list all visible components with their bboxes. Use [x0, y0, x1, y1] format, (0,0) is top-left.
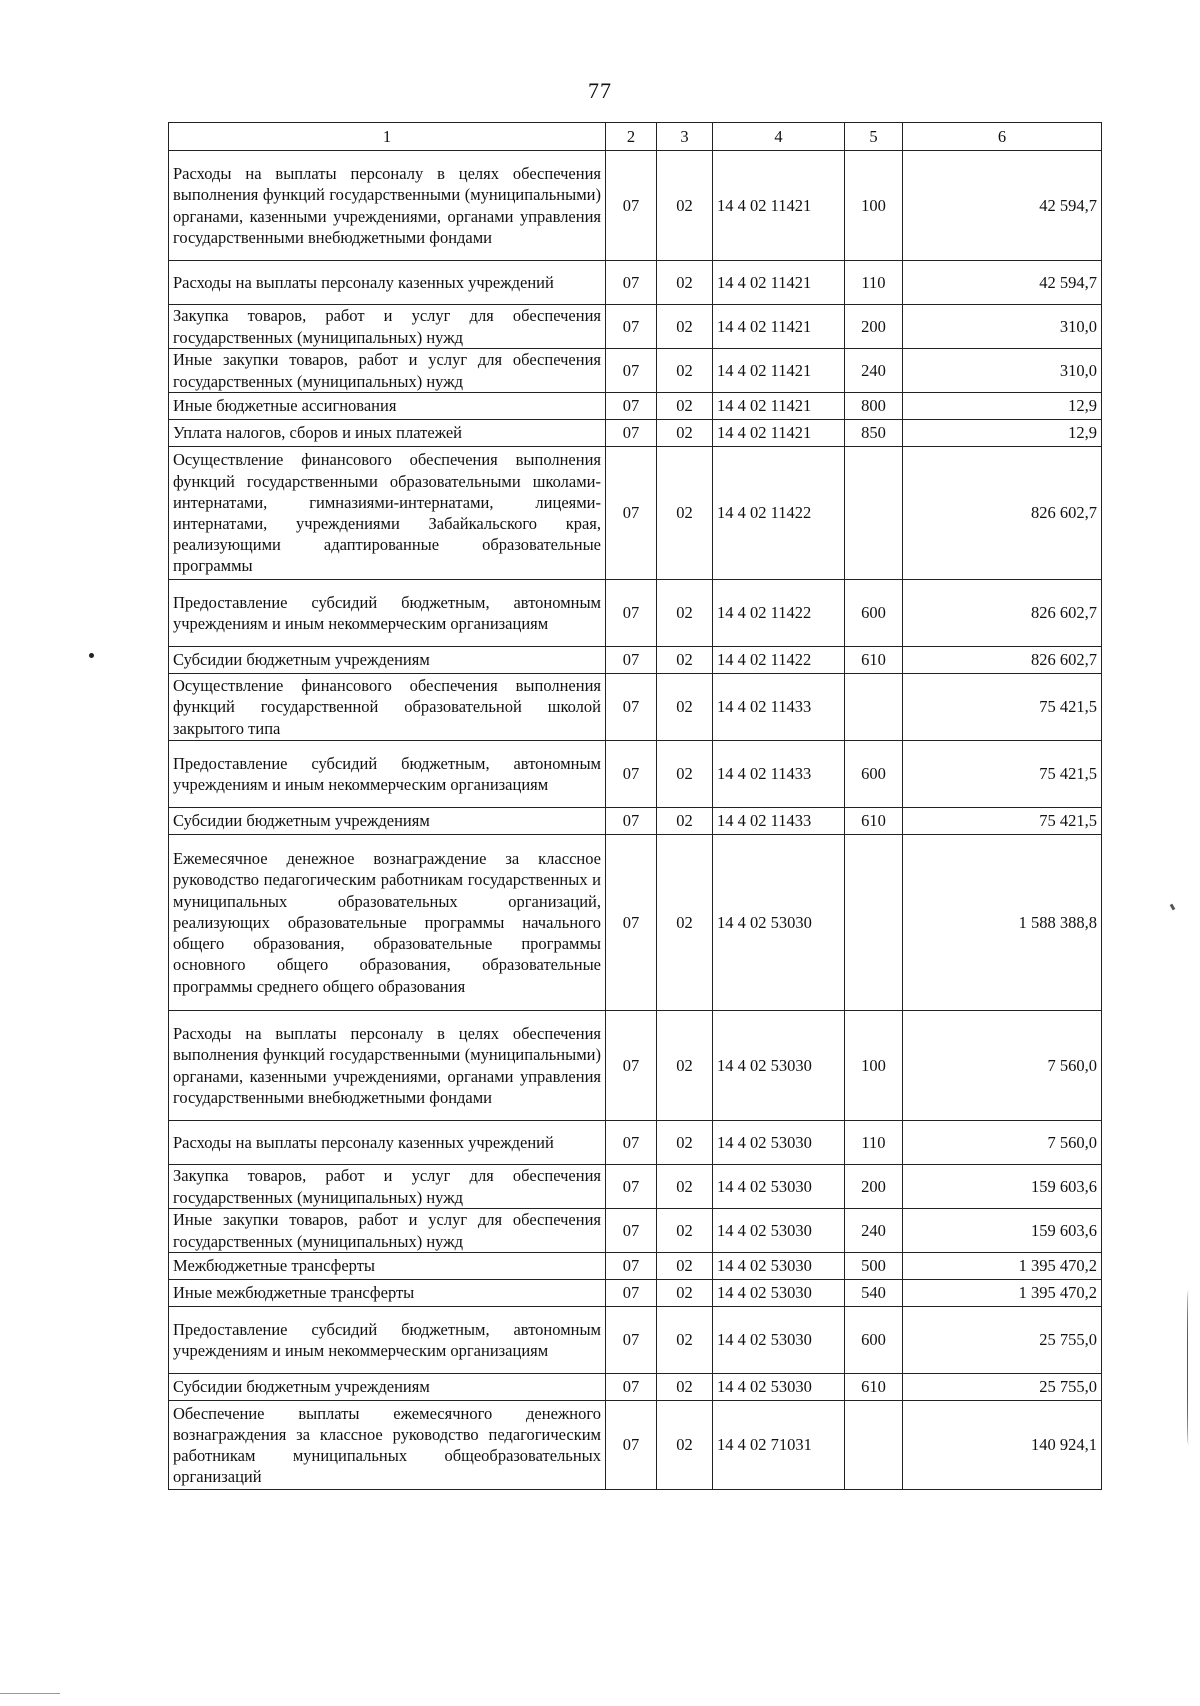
table-row: [169, 151, 1102, 261]
row-target-article: 14 4 02 11422: [713, 447, 845, 580]
row-expense-type: 100: [845, 1011, 903, 1121]
row-target-article: 14 4 02 53030: [713, 1307, 845, 1374]
row-amount: 25 755,0: [903, 1307, 1102, 1374]
row-description: Предоставление субсидий бюджетным, автономным учреждениям и иным некоммерческим организациям: [169, 1307, 606, 1374]
row-section-code: 07: [606, 835, 657, 1011]
page-number: 77: [588, 78, 612, 103]
table-body: [169, 151, 1102, 1490]
row-subsection-code: 02: [657, 647, 713, 674]
row-expense-type: 600: [845, 580, 903, 647]
row-subsection-code: 02: [657, 1209, 713, 1253]
table-row: [169, 1307, 1102, 1374]
table-row: [169, 1165, 1102, 1209]
table-row: [169, 447, 1102, 580]
row-expense-type: 850: [845, 420, 903, 447]
table-row: [169, 1209, 1102, 1253]
row-target-article: 14 4 02 53030: [713, 1280, 845, 1307]
row-subsection-code: 02: [657, 420, 713, 447]
table-row: [169, 808, 1102, 835]
row-subsection-code: 02: [657, 835, 713, 1011]
row-target-article: 14 4 02 53030: [713, 1374, 845, 1401]
row-section-code: 07: [606, 741, 657, 808]
row-subsection-code: 02: [657, 1011, 713, 1121]
row-description: Ежемесячное денежное вознаграждение за классное руководство педагогическим работникам государственных и муниципальных образовательных организаций, реализующих образовательные программы начального общего образования, образовательные программы основного общего образования, образовательные программы среднего общего образования: [169, 835, 606, 1011]
table-row: [169, 1401, 1102, 1490]
budget-table: [168, 122, 1102, 1490]
row-expense-type: [845, 835, 903, 1011]
row-section-code: 07: [606, 393, 657, 420]
table-row: [169, 647, 1102, 674]
row-subsection-code: 02: [657, 1401, 713, 1490]
row-description: Субсидии бюджетным учреждениям: [169, 808, 606, 835]
row-target-article: 14 4 02 11422: [713, 647, 845, 674]
table-row: [169, 674, 1102, 741]
row-subsection-code: 02: [657, 151, 713, 261]
column-header: 4: [713, 123, 845, 151]
scan-edge-line: [0, 1693, 60, 1694]
row-section-code: 07: [606, 420, 657, 447]
row-amount: 1 588 388,8: [903, 835, 1102, 1011]
scan-tick-mark: [1170, 904, 1176, 911]
row-description: Расходы на выплаты персоналу в целях обеспечения выполнения функций государственными (муниципальными) органами, казенными учреждениями, органами управления государственными внебюджетными фондами: [169, 151, 606, 261]
table-row: [169, 1280, 1102, 1307]
row-description: Расходы на выплаты персоналу в целях обеспечения выполнения функций государственными (муниципальными) органами, казенными учреждениями, органами управления государственными внебюджетными фондами: [169, 1011, 606, 1121]
row-amount: 25 755,0: [903, 1374, 1102, 1401]
scan-margin-line: [1187, 1290, 1190, 1445]
row-section-code: 07: [606, 349, 657, 393]
row-section-code: 07: [606, 1280, 657, 1307]
table-row: [169, 741, 1102, 808]
row-subsection-code: 02: [657, 261, 713, 305]
row-amount: 1 395 470,2: [903, 1253, 1102, 1280]
row-description: Закупка товаров, работ и услуг для обеспечения государственных (муниципальных) нужд: [169, 305, 606, 349]
row-expense-type: 610: [845, 808, 903, 835]
table-row: [169, 1011, 1102, 1121]
row-target-article: 14 4 02 53030: [713, 1209, 845, 1253]
row-expense-type: [845, 1401, 903, 1490]
table-row: [169, 580, 1102, 647]
row-expense-type: [845, 447, 903, 580]
row-section-code: 07: [606, 808, 657, 835]
row-subsection-code: 02: [657, 808, 713, 835]
row-description: Расходы на выплаты персоналу казенных учреждений: [169, 1121, 606, 1165]
row-expense-type: 100: [845, 151, 903, 261]
row-section-code: 07: [606, 305, 657, 349]
row-expense-type: 800: [845, 393, 903, 420]
row-expense-type: 610: [845, 1374, 903, 1401]
row-description: Предоставление субсидий бюджетным, автономным учреждениям и иным некоммерческим организациям: [169, 741, 606, 808]
row-target-article: 14 4 02 11421: [713, 151, 845, 261]
row-amount: 826 602,7: [903, 647, 1102, 674]
row-section-code: 07: [606, 1401, 657, 1490]
table-row: [169, 305, 1102, 349]
row-amount: 159 603,6: [903, 1209, 1102, 1253]
row-subsection-code: 02: [657, 1307, 713, 1374]
row-subsection-code: 02: [657, 674, 713, 741]
row-section-code: 07: [606, 447, 657, 580]
row-description: Иные бюджетные ассигнования: [169, 393, 606, 420]
row-target-article: 14 4 02 11433: [713, 741, 845, 808]
row-subsection-code: 02: [657, 1121, 713, 1165]
row-section-code: 07: [606, 580, 657, 647]
table-header-row: [169, 123, 1102, 151]
row-amount: 159 603,6: [903, 1165, 1102, 1209]
table-row: [169, 835, 1102, 1011]
row-expense-type: 240: [845, 349, 903, 393]
row-section-code: 07: [606, 674, 657, 741]
row-target-article: 14 4 02 53030: [713, 1165, 845, 1209]
row-subsection-code: 02: [657, 1253, 713, 1280]
row-target-article: 14 4 02 53030: [713, 835, 845, 1011]
row-amount: 7 560,0: [903, 1011, 1102, 1121]
row-subsection-code: 02: [657, 305, 713, 349]
row-section-code: 07: [606, 1374, 657, 1401]
scan-dot-mark: [89, 653, 94, 658]
row-section-code: 07: [606, 261, 657, 305]
row-amount: 826 602,7: [903, 580, 1102, 647]
row-section-code: 07: [606, 647, 657, 674]
row-subsection-code: 02: [657, 393, 713, 420]
row-target-article: 14 4 02 11421: [713, 305, 845, 349]
column-header: 5: [845, 123, 903, 151]
row-section-code: 07: [606, 1253, 657, 1280]
row-amount: 42 594,7: [903, 261, 1102, 305]
row-expense-type: 110: [845, 1121, 903, 1165]
row-expense-type: 500: [845, 1253, 903, 1280]
row-subsection-code: 02: [657, 580, 713, 647]
table-row: [169, 1374, 1102, 1401]
table-row: [169, 261, 1102, 305]
row-description: Субсидии бюджетным учреждениям: [169, 647, 606, 674]
row-section-code: 07: [606, 151, 657, 261]
table-row: [169, 1253, 1102, 1280]
row-expense-type: 610: [845, 647, 903, 674]
row-description: Уплата налогов, сборов и иных платежей: [169, 420, 606, 447]
row-target-article: 14 4 02 11433: [713, 674, 845, 741]
row-description: Иные закупки товаров, работ и услуг для обеспечения государственных (муниципальных) нужд: [169, 1209, 606, 1253]
row-target-article: 14 4 02 53030: [713, 1121, 845, 1165]
row-subsection-code: 02: [657, 1165, 713, 1209]
row-target-article: 14 4 02 11421: [713, 261, 845, 305]
row-amount: 310,0: [903, 349, 1102, 393]
row-description: Субсидии бюджетным учреждениям: [169, 1374, 606, 1401]
row-amount: 12,9: [903, 420, 1102, 447]
row-description: Предоставление субсидий бюджетным, автономным учреждениям и иным некоммерческим организациям: [169, 580, 606, 647]
table-row: [169, 1121, 1102, 1165]
row-amount: 7 560,0: [903, 1121, 1102, 1165]
row-section-code: 07: [606, 1209, 657, 1253]
row-description: Расходы на выплаты персоналу казенных учреждений: [169, 261, 606, 305]
row-expense-type: 240: [845, 1209, 903, 1253]
row-amount: 42 594,7: [903, 151, 1102, 261]
row-expense-type: [845, 674, 903, 741]
row-target-article: 14 4 02 11421: [713, 420, 845, 447]
row-subsection-code: 02: [657, 447, 713, 580]
row-description: Осуществление финансового обеспечения выполнения функций государственными образовательными школами-интернатами, гимназиями-интернатами, лицеями-интернатами, учреждениями Забайкальского края, реализующими адаптированные образовательные программы: [169, 447, 606, 580]
row-description: Обеспечение выплаты ежемесячного денежного вознаграждения за классное руководство педагогическим работникам муниципальных общеобразовательных организаций: [169, 1401, 606, 1490]
row-section-code: 07: [606, 1165, 657, 1209]
row-description: Иные межбюджетные трансферты: [169, 1280, 606, 1307]
row-amount: 1 395 470,2: [903, 1280, 1102, 1307]
row-section-code: 07: [606, 1307, 657, 1374]
row-expense-type: 110: [845, 261, 903, 305]
row-amount: 12,9: [903, 393, 1102, 420]
table-row: [169, 393, 1102, 420]
row-description: Осуществление финансового обеспечения выполнения функций государственной образовательной школой закрытого типа: [169, 674, 606, 741]
column-header: 3: [657, 123, 713, 151]
row-target-article: 14 4 02 53030: [713, 1011, 845, 1121]
table-row: [169, 349, 1102, 393]
row-section-code: 07: [606, 1011, 657, 1121]
row-target-article: 14 4 02 11433: [713, 808, 845, 835]
row-description: Межбюджетные трансферты: [169, 1253, 606, 1280]
row-description: Закупка товаров, работ и услуг для обеспечения государственных (муниципальных) нужд: [169, 1165, 606, 1209]
row-subsection-code: 02: [657, 741, 713, 808]
row-target-article: 14 4 02 11421: [713, 349, 845, 393]
row-amount: 75 421,5: [903, 808, 1102, 835]
row-description: Иные закупки товаров, работ и услуг для обеспечения государственных (муниципальных) нужд: [169, 349, 606, 393]
row-subsection-code: 02: [657, 1280, 713, 1307]
row-amount: 310,0: [903, 305, 1102, 349]
row-subsection-code: 02: [657, 349, 713, 393]
row-amount: 75 421,5: [903, 741, 1102, 808]
row-expense-type: 540: [845, 1280, 903, 1307]
row-target-article: 14 4 02 11421: [713, 393, 845, 420]
row-expense-type: 200: [845, 305, 903, 349]
row-section-code: 07: [606, 1121, 657, 1165]
row-target-article: 14 4 02 71031: [713, 1401, 845, 1490]
row-amount: 140 924,1: [903, 1401, 1102, 1490]
row-expense-type: 600: [845, 1307, 903, 1374]
column-header: 2: [606, 123, 657, 151]
row-expense-type: 200: [845, 1165, 903, 1209]
column-header: 6: [903, 123, 1102, 151]
row-subsection-code: 02: [657, 1374, 713, 1401]
row-target-article: 14 4 02 11422: [713, 580, 845, 647]
row-amount: 826 602,7: [903, 447, 1102, 580]
row-target-article: 14 4 02 53030: [713, 1253, 845, 1280]
table-row: [169, 420, 1102, 447]
row-amount: 75 421,5: [903, 674, 1102, 741]
column-header: 1: [169, 123, 606, 151]
row-expense-type: 600: [845, 741, 903, 808]
